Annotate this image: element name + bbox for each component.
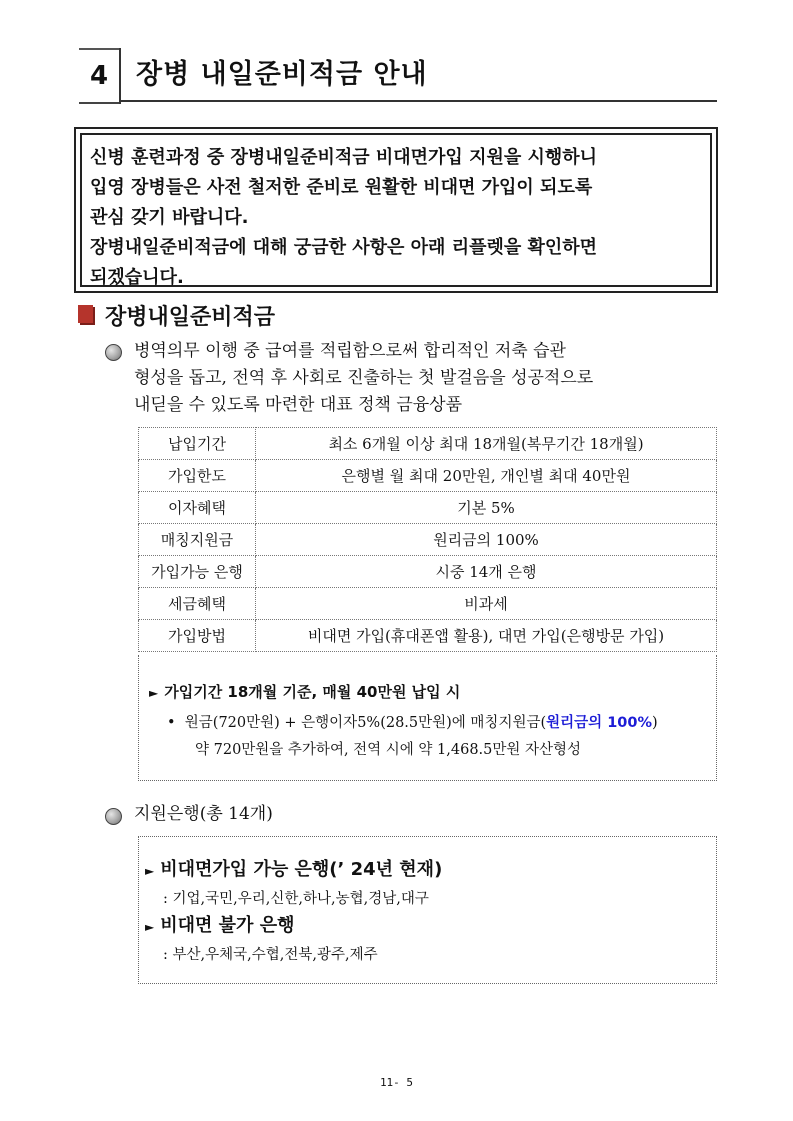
section-title: 장병내일준비적금 [105,305,276,330]
notice-line: 되겠습니다. [90,267,184,288]
row-label: 이자혜택 [139,492,256,524]
notice-line: 입영 장병들은 사전 철저한 준비로 원활한 비대면 가입이 되도록 [90,177,593,198]
triangle-marker-icon: ► [145,864,155,878]
info-table [138,427,717,652]
table-row [139,556,717,588]
triangle-marker-icon: ► [145,920,155,934]
section-marker-icon [78,305,93,323]
table-row [139,428,717,460]
unavailable-banks-heading-text: 비대면 불가 은행 [160,915,295,936]
available-banks-list: : 기업,국민,우리,신한,하나,농협,경남,대구 [163,891,429,907]
row-value: 비과세 [256,588,717,620]
intro-line: 내딛을 수 있도록 마련한 대표 정책 금융상품 [134,395,463,415]
row-label: 가입방법 [139,620,256,652]
unavailable-banks-list: : 부산,우체국,수협,전북,광주,제주 [163,947,378,963]
table-row [139,620,717,652]
header-divider [119,48,121,104]
row-value: 최소 6개월 이상 최대 18개월(복무기간 18개월) [256,428,717,460]
row-label: 가입가능 은행 [139,556,256,588]
row-value: 은행별 월 최대 20만원, 개인별 최대 40만원 [256,460,717,492]
example-text: 원금(720만원) + 은행이자5%(28.5만원)에 매칭지원금( [184,715,547,731]
example-text: ) [652,715,658,731]
notice-line: 장병내일준비적금에 대해 궁금한 사항은 아래 리플렛을 확인하면 [90,237,598,258]
row-label: 세금혜택 [139,588,256,620]
notice-text [80,133,712,287]
example-emphasis: 원리금의 100% [546,715,652,731]
circle-bullet-icon [105,344,122,361]
section-number: 4 [79,48,119,104]
row-label: 매칭지원금 [139,524,256,556]
example-heading-text: 가입기간 18개월 기준, 매월 40만원 납입 시 [164,683,461,701]
notice-box [74,127,718,293]
table-row [139,588,717,620]
unavailable-banks-heading [145,911,294,937]
row-value: 원리금의 100% [256,524,717,556]
row-value: 시중 14개 은행 [256,556,717,588]
example-heading [149,681,460,702]
notice-line: 신병 훈련과정 중 장병내일준비적금 비대면가입 지원을 시행하니 [90,147,598,168]
row-value: 비대면 가입(휴대폰앱 활용), 대면 가입(은행방문 가입) [256,620,717,652]
page-number: 11- 5 [379,1076,414,1089]
example-box [138,655,717,781]
row-label: 가입한도 [139,460,256,492]
notice-line: 관심 갖기 바랍니다. [90,207,249,228]
triangle-marker-icon: ► [149,686,159,700]
table-row [139,524,717,556]
banks-section-title: 지원은행(총 14개) [134,804,273,824]
header-underline [119,100,717,102]
banks-box [138,836,717,984]
example-line [167,711,658,732]
row-value: 기본 5% [256,492,717,524]
table-row [139,460,717,492]
intro-line: 형성을 돕고, 전역 후 사회로 진출하는 첫 발걸음을 성공적으로 [134,368,594,388]
row-label: 납입기간 [139,428,256,460]
dot-bullet-icon: • [167,715,176,731]
intro-line: 병역의무 이행 중 급여를 적립함으로써 합리적인 저축 습관 [134,341,566,361]
circle-bullet-icon [105,808,122,825]
table-row [139,492,717,524]
available-banks-heading-text: 비대면가입 가능 은행(’ 24년 현재) [160,859,443,880]
available-banks-heading [145,855,442,881]
example-line: 약 720만원을 추가하여, 전역 시에 약 1,468.5만원 자산형성 [195,742,582,758]
page-title: 장병 내일준비적금 안내 [136,59,428,90]
